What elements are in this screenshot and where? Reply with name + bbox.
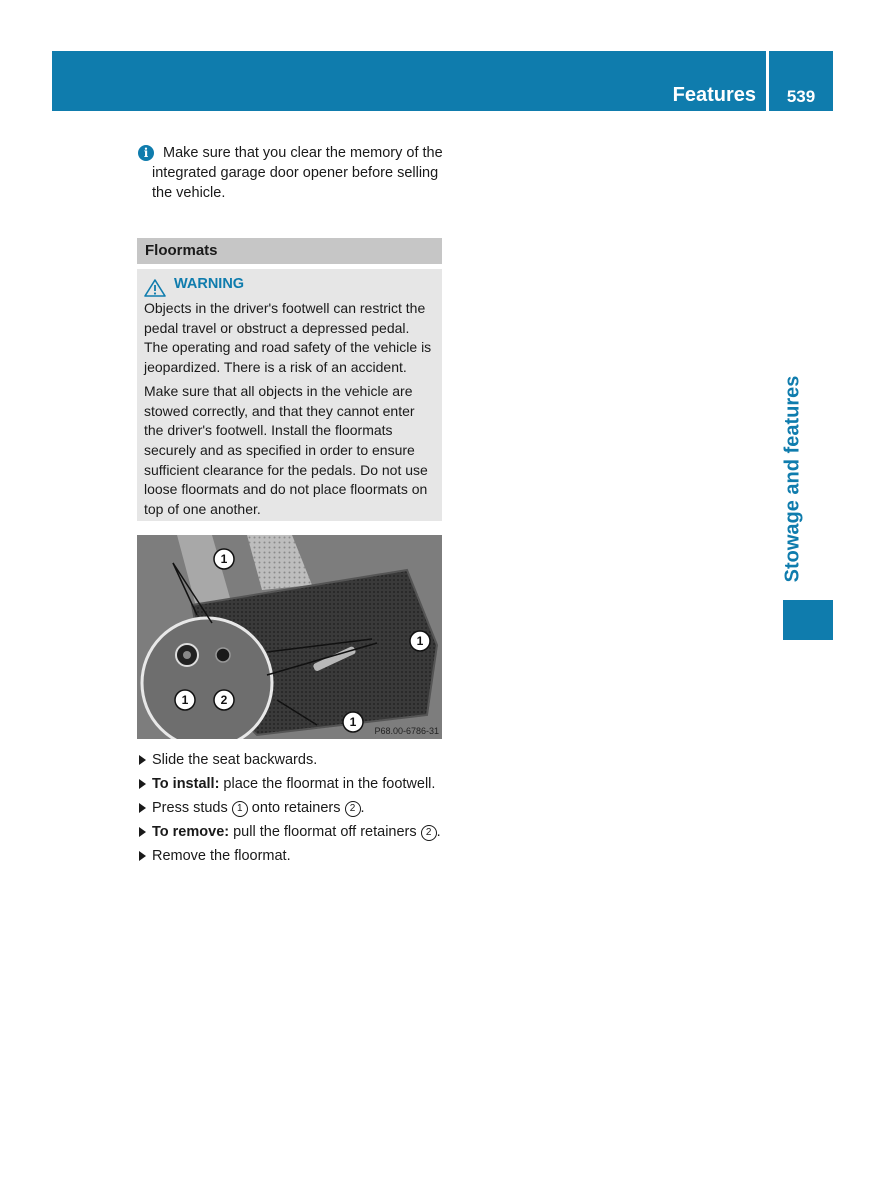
page-number-box — [769, 51, 833, 111]
header-bar — [52, 51, 766, 111]
instruction-step — [138, 822, 443, 842]
step-text: place the floormat in the footwell. — [219, 776, 436, 792]
callout-reference: 2 — [421, 825, 437, 841]
callout-number: 1 — [181, 693, 189, 707]
info-note-text: Make sure that you clear the memory of the integrated garage door opener before selling the vehicle. — [152, 145, 443, 201]
step-text: . — [360, 800, 365, 816]
section-heading — [137, 238, 442, 264]
page-section-title: Features — [672, 84, 756, 106]
callout-reference: 1 — [232, 801, 248, 817]
warning-paragraph: Make sure that all objects in the vehicle are stowed correctly, and that they cannot enter the driver's footwell. Install the floormats securely and as specified in order to ensure sufficient clearance for the pedals. Do not use loose floormats and do not place floormats on top of one another. — [144, 382, 428, 518]
warning-paragraph: Objects in the driver's footwell can restrict the pedal travel or obstruct a depressed pedal. The operating and road safety of the vehicle is jeopardized. There is a risk of an accident. — [144, 300, 432, 376]
warning-header — [144, 275, 435, 299]
section-heading-text: Floormats — [145, 242, 218, 259]
callout-reference: 2 — [345, 801, 361, 817]
step-keyword: To install: — [152, 776, 220, 792]
step-text: Slide the seat backwards. — [152, 752, 318, 768]
instruction-step — [138, 750, 443, 770]
warning-box — [137, 269, 442, 521]
step-text: Press studs — [152, 800, 232, 816]
step-arrow-icon — [139, 851, 146, 861]
callout-number: 1 — [349, 715, 357, 729]
step-keyword: To remove: — [152, 824, 230, 840]
instruction-step — [138, 846, 443, 866]
floormat-photo — [137, 535, 442, 739]
step-text: pull the floormat off retainers — [229, 824, 421, 840]
step-text: onto retainers — [247, 800, 345, 816]
instruction-step — [138, 774, 443, 794]
step-text: . — [436, 824, 441, 840]
callout-number: 2 — [220, 693, 228, 707]
step-text: Remove the floormat. — [152, 848, 291, 864]
callout-number: 1 — [220, 552, 228, 566]
page-number: 539 — [786, 87, 816, 106]
step-arrow-icon — [139, 827, 146, 837]
step-arrow-icon — [139, 803, 146, 813]
warning-label: WARNING — [174, 276, 245, 292]
chapter-tab-label: Stowage and features — [781, 375, 804, 582]
chapter-tab-marker — [783, 600, 833, 640]
instruction-step — [138, 798, 443, 818]
warning-triangle-icon — [144, 279, 166, 297]
info-note — [138, 143, 443, 203]
info-icon: i — [138, 145, 154, 161]
step-arrow-icon — [139, 755, 146, 765]
step-arrow-icon — [139, 779, 146, 789]
floormat-illustration — [137, 535, 442, 739]
figure-code: P68.00-6786-31 — [374, 726, 439, 736]
instruction-list — [138, 750, 443, 870]
callout-number: 1 — [416, 634, 424, 648]
chapter-tab — [778, 366, 808, 591]
